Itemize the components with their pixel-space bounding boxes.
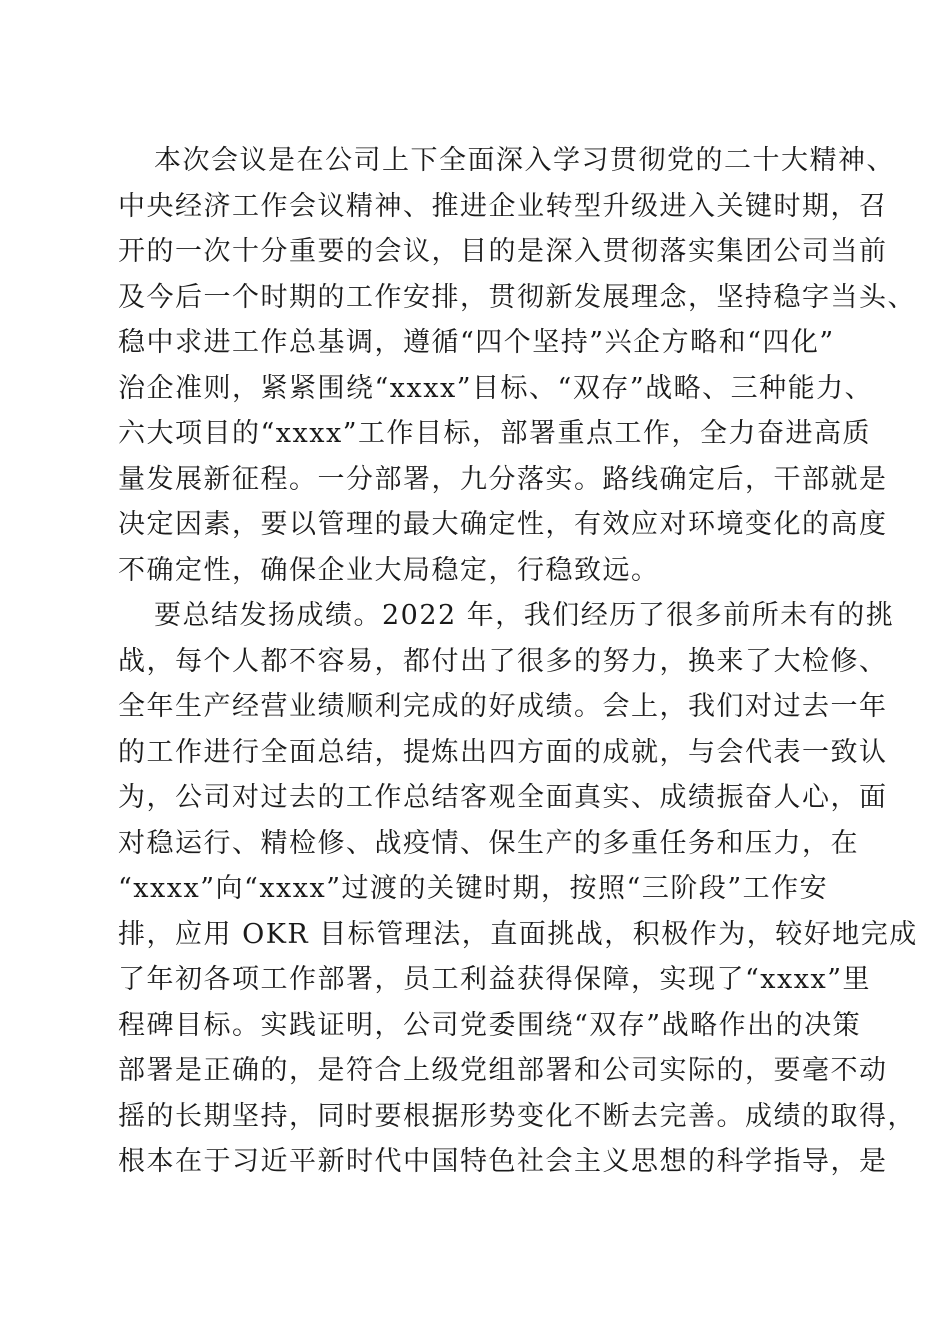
text-line: 量发展新征程。一分部署，九分落实。路线确定后，干部就是: [118, 463, 888, 495]
text-line: “xxxx”向“xxxx”过渡的关键时期，按照“三阶段”工作安: [118, 873, 829, 904]
text-line: 稳中求进工作总基调，遵循“四个坚持”兴企方略和“四化”: [118, 327, 835, 358]
text-line: 对稳运行、精检修、战疫情、保生产的多重任务和压力，在: [118, 827, 859, 859]
text-line: 摇的长期坚持，同时要根据形势变化不断去完善。成绩的取得，: [118, 1100, 916, 1132]
text-line: 程碑目标。实践证明，公司党委围绕“双存”战略作出的决策: [118, 1009, 862, 1041]
text-line: 及今后一个时期的工作安排，贯彻新发展理念，坚持稳字当头、: [118, 281, 916, 313]
paragraph-meeting-intro: [118, 138, 916, 593]
text-line: 开的一次十分重要的会议，目的是深入贯彻落实集团公司当前: [118, 236, 888, 267]
text-line: 战，每个人都不容易，都付出了很多的努力，换来了大检修、: [118, 645, 888, 677]
text-line: 部署是正确的，是符合上级党组部署和公司实际的，要毫不动: [118, 1055, 888, 1086]
text-line: 全年生产经营业绩顺利完成的好成绩。会上，我们对过去一年: [118, 691, 888, 722]
text-line: 排，应用 OKR 目标管理法，直面挑战，积极作为，较好地完成: [118, 918, 918, 950]
text-line: 本次会议是在公司上下全面深入学习贯彻党的二十大精神、: [154, 145, 895, 176]
document-body: [118, 138, 918, 1185]
text-line: 六大项目的“xxxx”工作目标，部署重点工作，全力奋进高质: [118, 418, 872, 449]
paragraph-summarize-achievements: [118, 593, 918, 1185]
text-line: 治企准则，紧紧围绕“xxxx”目标、“双存”战略、三种能力、: [118, 372, 874, 404]
text-line: 不确定性，确保企业大局稳定，行稳致远。: [118, 554, 660, 586]
text-line: 根本在于习近平新时代中国特色社会主义思想的科学指导，是: [118, 1146, 888, 1177]
text-line: 的工作进行全面总结，提炼出四方面的成就，与会代表一致认: [118, 736, 888, 768]
text-line: 要总结发扬成绩。2022 年，我们经历了很多前所未有的挑: [154, 600, 895, 631]
text-line: 中央经济工作会议精神、推进企业转型升级进入关键时期，召: [118, 190, 888, 222]
text-line: 为，公司对过去的工作总结客观全面真实、成绩振奋人心，面: [118, 782, 888, 813]
text-line: 决定因素，要以管理的最大确定性，有效应对环境变化的高度: [118, 509, 888, 540]
text-line: 了年初各项工作部署，员工利益获得保障，实现了“xxxx”里: [118, 964, 872, 995]
